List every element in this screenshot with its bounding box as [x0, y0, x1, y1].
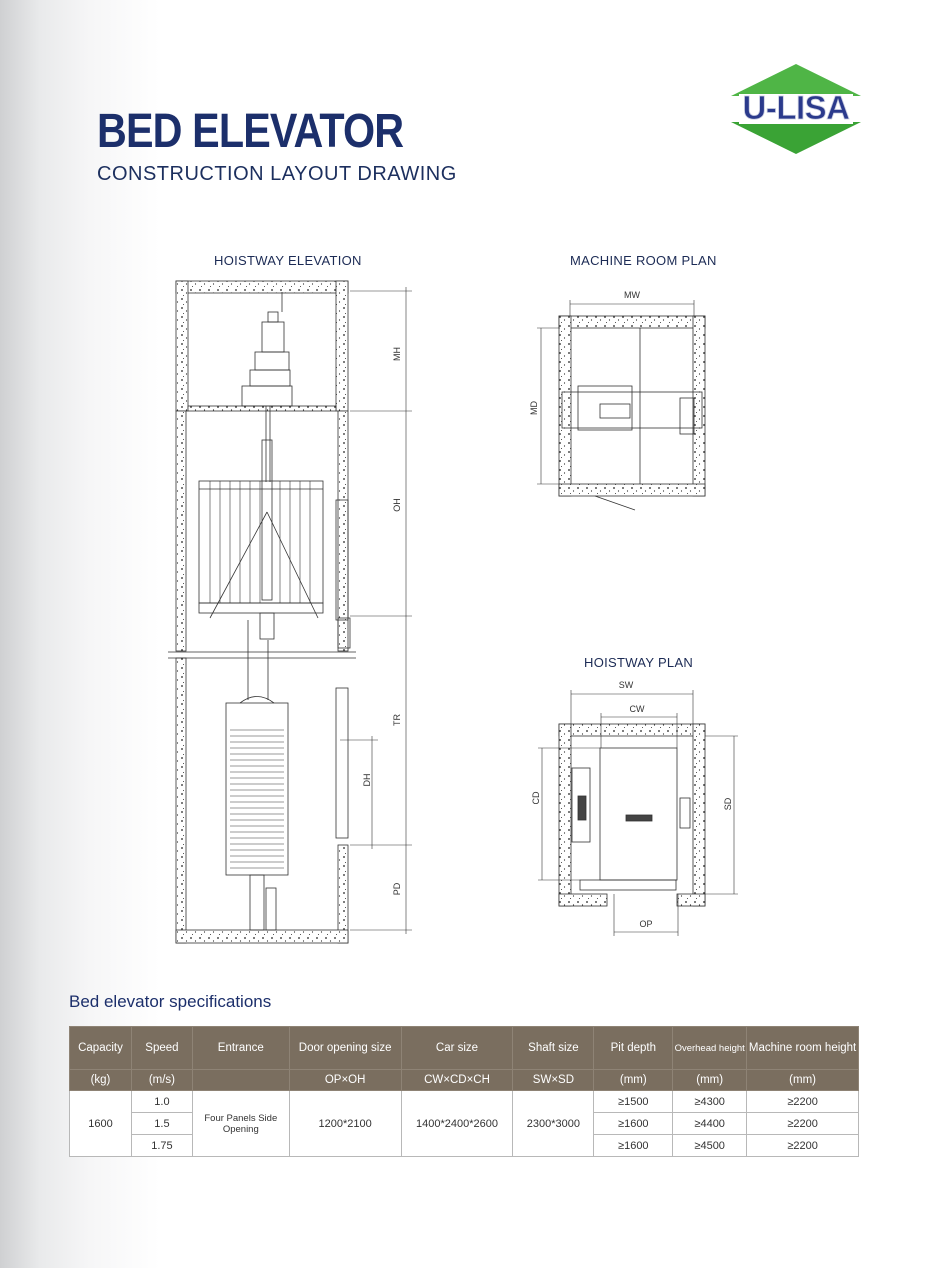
dim-cd: CD: [531, 791, 541, 805]
dim-sd: SD: [723, 797, 733, 811]
cell-machine-room: ≥2200: [747, 1091, 859, 1113]
cell-door-opening: 1200*2100: [289, 1091, 401, 1157]
unit-entrance: [192, 1070, 289, 1091]
cell-pit-depth: ≥1600: [594, 1113, 673, 1135]
header-shaft-size: Shaft size: [513, 1027, 594, 1070]
cell-machine-room: ≥2200: [747, 1135, 859, 1157]
dim-cw: CW: [629, 704, 645, 714]
table-header-row: [70, 1027, 859, 1070]
dim-sw: SW: [618, 680, 634, 690]
dim-mh: MH: [392, 347, 402, 361]
dim-md: MD: [529, 401, 539, 415]
unit-overhead: (mm): [673, 1070, 747, 1091]
machine-room-plan-label: MACHINE ROOM PLAN: [570, 253, 717, 268]
header-capacity: Capacity: [70, 1027, 132, 1070]
cell-overhead: ≥4400: [673, 1113, 747, 1135]
specifications-title: Bed elevator specifications: [69, 992, 272, 1011]
hoistway-elevation-label: HOISTWAY ELEVATION: [214, 253, 362, 268]
hoistway-plan-label: HOISTWAY PLAN: [584, 655, 694, 670]
cell-speed: 1.0: [131, 1091, 192, 1113]
cell-capacity: 1600: [70, 1091, 132, 1157]
cell-pit-depth: ≥1500: [594, 1091, 673, 1113]
unit-speed: (m/s): [131, 1070, 192, 1091]
unit-car-size: CW×CD×CH: [401, 1070, 513, 1091]
machine-room-plan-drawing: [537, 300, 705, 510]
dim-oh: OH: [392, 498, 402, 512]
dim-op: OP: [639, 919, 653, 929]
table-row: [70, 1091, 859, 1113]
cell-overhead: ≥4500: [673, 1135, 747, 1157]
cell-speed: 1.75: [131, 1135, 192, 1157]
header-car-size: Car size: [401, 1027, 513, 1070]
table-units-row: [70, 1070, 859, 1091]
page-title: BED ELEVATOR: [97, 105, 404, 158]
header-door-opening: Door opening size: [289, 1027, 401, 1070]
cell-pit-depth: ≥1600: [594, 1135, 673, 1157]
unit-shaft-size: SW×SD: [513, 1070, 594, 1091]
cell-machine-room: ≥2200: [747, 1113, 859, 1135]
svg-text:U-LISA: U-LISA: [742, 89, 850, 126]
unit-door-opening: OP×OH: [289, 1070, 401, 1091]
unit-machine-room: (mm): [747, 1070, 859, 1091]
dim-pd: PD: [392, 882, 402, 896]
unit-capacity: (kg): [70, 1070, 132, 1091]
specifications-table: [69, 1026, 859, 1157]
cell-speed: 1.5: [131, 1113, 192, 1135]
hoistway-elevation-drawing: [168, 281, 412, 943]
cell-shaft-size: 2300*3000: [513, 1091, 594, 1157]
dim-tr: TR: [392, 714, 402, 726]
cell-overhead: ≥4300: [673, 1091, 747, 1113]
cell-car-size: 1400*2400*2600: [401, 1091, 513, 1157]
header-machine-room: Machine room height: [747, 1027, 859, 1070]
header-speed: Speed: [131, 1027, 192, 1070]
header-entrance: Entrance: [192, 1027, 289, 1070]
page-subtitle: CONSTRUCTION LAYOUT DRAWING: [97, 163, 457, 185]
dim-mw: MW: [624, 290, 640, 300]
dim-dh: DH: [362, 773, 372, 787]
header-overhead: Overhead height: [673, 1027, 747, 1070]
hoistway-plan-drawing: [538, 690, 738, 936]
header-pit-depth: Pit depth: [594, 1027, 673, 1070]
unit-pit-depth: (mm): [594, 1070, 673, 1091]
cell-entrance: Four Panels Side Opening: [192, 1091, 289, 1157]
